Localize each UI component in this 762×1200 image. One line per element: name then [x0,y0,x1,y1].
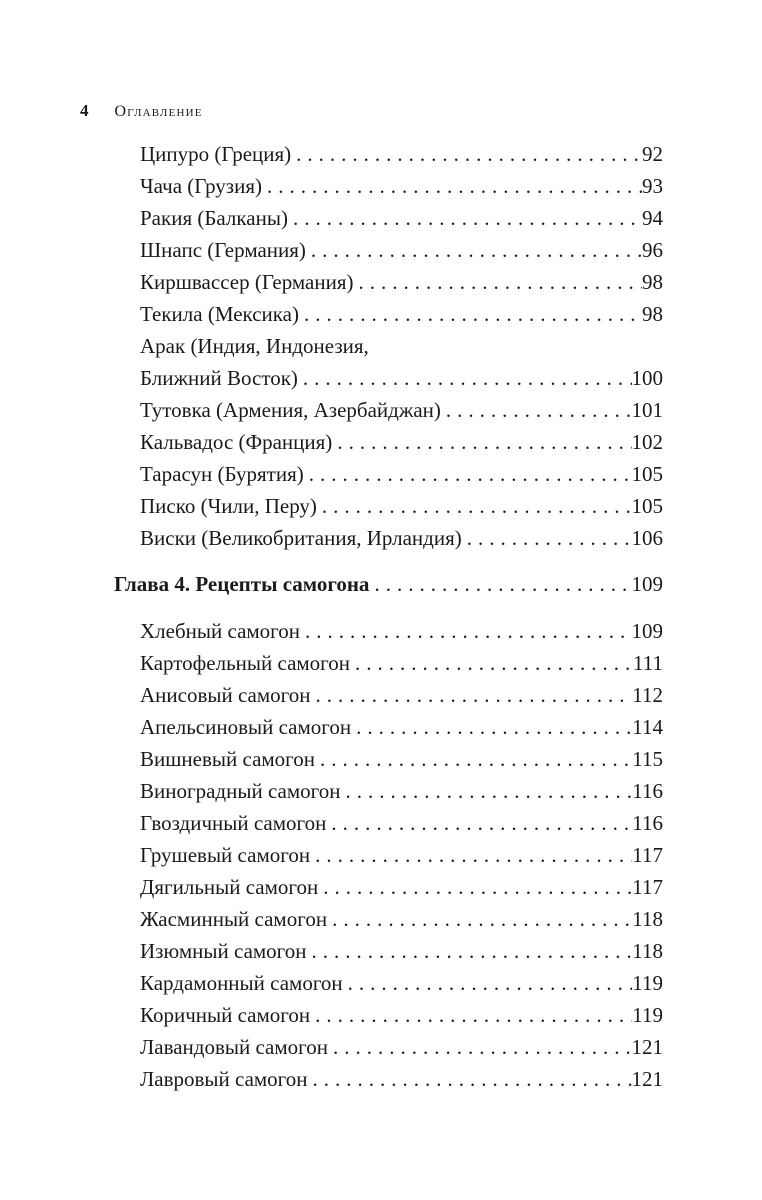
toc-page-number: 112 [632,683,663,707]
toc-list [114,138,663,1095]
running-header-title: Оглавление [114,103,203,120]
toc-entry-title: Кардамонный самогон [140,971,343,995]
toc-page-number: 116 [632,779,663,803]
toc-entry-row [140,807,663,839]
dot-leader [262,170,642,202]
toc-entry-row [140,522,663,554]
dot-leader [462,522,632,554]
toc-entry-row [140,266,663,298]
dot-leader [369,568,631,600]
toc-page-number: 111 [633,651,663,675]
dot-leader [291,138,642,170]
toc-entry-title: Жасминный самогон [140,907,328,931]
running-header [80,101,203,121]
toc-page-number: 118 [632,907,663,931]
toc-page-number: 117 [632,843,663,867]
dot-leader [343,967,633,999]
toc-entry-row [140,839,663,871]
dot-leader [351,711,632,743]
toc-entry-title: Тутовка (Армения, Азербайджан) [140,398,441,422]
toc-entry-row [140,330,663,362]
toc-page-number: 105 [631,462,663,486]
dot-leader [299,298,642,330]
toc-page-number: 92 [642,142,663,166]
dot-leader [441,394,632,426]
dot-leader [311,679,633,711]
dot-leader [308,1063,632,1095]
toc-entry-row [140,138,663,170]
toc-page-number: 121 [631,1067,663,1091]
toc-entry-title: Ципуро (Греция) [140,142,292,166]
dot-leader [298,362,632,394]
toc-entry-title: Киршвассер (Германия) [140,270,354,294]
dot-leader [304,458,632,490]
dot-leader [332,426,631,458]
toc-entry-row [140,871,663,903]
toc-entry-title: Дягильный самогон [140,875,319,899]
toc-entry-row [140,202,663,234]
dot-leader [327,903,632,935]
toc-entry-title: Анисовый самогон [140,683,311,707]
toc-page-number: 96 [642,238,663,262]
toc-page-number: 114 [632,715,663,739]
dot-leader [318,871,632,903]
toc-page-number: 98 [642,302,663,326]
toc-page-number: 105 [631,494,663,518]
toc-entry-row [140,1063,663,1095]
toc-entry-row [140,711,663,743]
toc-page-number: 116 [632,811,663,835]
toc-page-number: 109 [631,572,663,596]
toc-entry-row [140,647,663,679]
toc-entry-row [140,967,663,999]
toc-entry-title: Кальвадос (Франция) [140,430,333,454]
toc-entry-row [140,234,663,266]
toc-page-number: 100 [631,366,663,390]
toc-entry-row [140,999,663,1031]
toc-entry-row [140,490,663,522]
toc-entry-row [140,935,663,967]
toc-entry-row [140,394,663,426]
toc-entry-title: Текила (Мексика) [140,302,299,326]
dot-leader [353,266,642,298]
toc-page-number: 115 [632,747,663,771]
toc-entry-row [140,743,663,775]
toc-page-number: 118 [632,939,663,963]
dot-leader [350,647,633,679]
toc-entry-row [140,679,663,711]
toc-entry-title: Чача (Грузия) [140,174,262,198]
toc-page-number: 102 [631,430,663,454]
toc-page-number: 93 [642,174,663,198]
toc-entry-row [140,426,663,458]
toc-entry-title: Виски (Великобритания, Ирландия) [140,526,462,550]
toc-entry-title: Апельсиновый самогон [140,715,352,739]
toc-entry-row [140,298,663,330]
dot-leader [307,935,633,967]
toc-page-number: 119 [632,971,663,995]
dot-leader [306,234,642,266]
toc-page-number: 117 [632,875,663,899]
toc-entry-row [140,903,663,935]
toc-chapter-title: Глава 4. Рецепты самогона [114,572,370,596]
dot-leader [317,490,632,522]
dot-leader [340,775,632,807]
toc-entry-row [140,362,663,394]
toc-page-number: 109 [631,619,663,643]
toc-entry-title: Гвоздичный самогон [140,811,327,835]
toc-chapter-row [114,568,663,600]
toc-entry-row [140,458,663,490]
dot-leader [310,839,632,871]
toc-entry-row [140,1031,663,1063]
dot-leader [300,615,631,647]
toc-entry-title: Ближний Восток) [140,366,298,390]
toc-entry-title: Шнапс (Германия) [140,238,306,262]
toc-page-number: 98 [642,270,663,294]
dot-leader [326,807,632,839]
toc-entry-title: Арак (Индия, Индонезия, [140,334,369,358]
toc-entry-title: Хлебный самогон [140,619,301,643]
toc-entry-title: Лавандовый самогон [140,1035,328,1059]
dot-leader [315,743,632,775]
toc-page-number: 119 [632,1003,663,1027]
toc-entry-row [140,615,663,647]
toc-entry-title: Тарасун (Бурятия) [140,462,304,486]
dot-leader [310,999,632,1031]
toc-entry-title: Вишневый самогон [140,747,316,771]
toc-page-number: 106 [631,526,663,550]
toc-entry-row [140,170,663,202]
toc-entry-row [140,775,663,807]
toc-entry-title: Ракия (Балканы) [140,206,288,230]
toc-entry-title: Картофельный самогон [140,651,351,675]
toc-entry-title: Лавровый самогон [140,1067,308,1091]
toc-entry-title: Коричный самогон [140,1003,311,1027]
toc-page-number: 101 [631,398,663,422]
page-number: 4 [80,101,89,120]
toc-entry-title: Писко (Чили, Перу) [140,494,317,518]
toc-page-number: 121 [631,1035,663,1059]
toc-entry-title: Изюмный самогон [140,939,307,963]
dot-leader [328,1031,632,1063]
toc-entry-title: Грушевый самогон [140,843,311,867]
toc-entry-title: Виноградный самогон [140,779,341,803]
dot-leader [288,202,642,234]
toc-page-number: 94 [642,206,663,230]
